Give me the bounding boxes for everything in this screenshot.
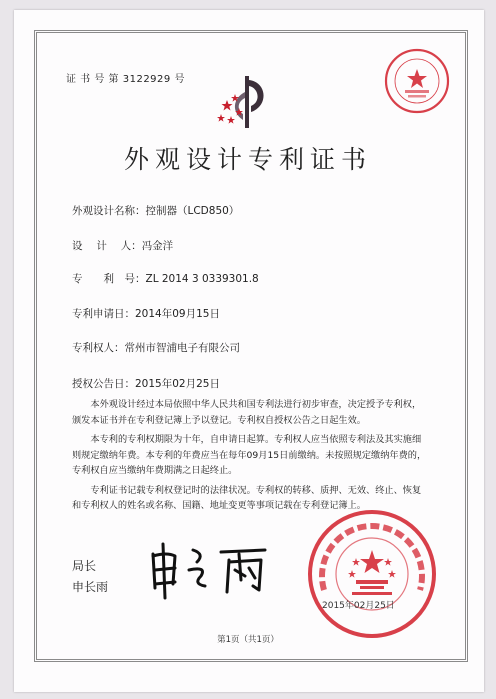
field-label: 授权公告日： <box>72 378 135 390</box>
field-label: 外观设计名称： <box>72 205 146 217</box>
body-paragraph: 专利证书记载专利权登记时的法律状况。专利权的转移、质押、无效、终止、恢复和专利权人的姓名或名称、国籍、地址变更等事项记载在专利登记簿上。 <box>72 484 422 511</box>
director-title: 局长 <box>72 559 97 573</box>
field-value: ZL 2014 3 0339301.8 <box>145 273 259 285</box>
patent-office-emblem <box>215 72 277 134</box>
field-design-name <box>72 203 239 218</box>
director-name: 申长雨 <box>72 580 109 594</box>
field-patent-number <box>72 271 259 286</box>
field-label: 专 利 号： <box>72 273 146 285</box>
field-designer <box>72 238 173 253</box>
national-ip-office-seal <box>306 508 438 640</box>
field-grant-date <box>72 376 220 391</box>
field-value: 2014年09月15日 <box>135 308 220 320</box>
field-value: 冯金洋 <box>141 240 174 252</box>
certificate-title: 外观设计专利证书 <box>123 145 372 174</box>
certificate-number-suffix: 号 <box>174 74 185 85</box>
certificate-body-text <box>72 397 427 518</box>
page-footer: 第1页（共1页） <box>217 635 279 645</box>
certificate-number-value: 3122929 <box>122 74 171 85</box>
field-value: 常州市智浦电子有限公司 <box>124 342 240 354</box>
certificate-number <box>66 70 185 85</box>
field-label: 设 计 人： <box>72 240 142 252</box>
seal-date: 2015年02月25日 <box>322 601 395 611</box>
agency-seal-small <box>383 47 451 115</box>
field-label: 专利权人： <box>72 342 125 354</box>
body-paragraph: 本专利的专利权期限为十年，自申请日起算。专利权人应当依照专利法及其实施细则规定缴纳年费。本专利的年费应当在每年09月15日前缴纳。未按照规定缴纳年费的，专利权自应当缴纳年费期满之日起终止。 <box>72 434 427 476</box>
field-patentee <box>72 340 240 355</box>
field-value: 控制器（LCD850） <box>145 205 240 217</box>
certificate-number-label: 证 书 号 第 <box>66 74 120 85</box>
director-signature <box>145 540 275 600</box>
body-paragraph: 本外观设计经过本局依照中华人民共和国专利法进行初步审查，决定授予专利权，颁发本证书并在专利登记簿上予以登记。专利权自授权公告之日起生效。 <box>72 399 422 426</box>
field-label: 专利申请日： <box>72 308 135 320</box>
field-application-date <box>72 306 220 321</box>
field-value: 2015年02月25日 <box>135 378 220 390</box>
